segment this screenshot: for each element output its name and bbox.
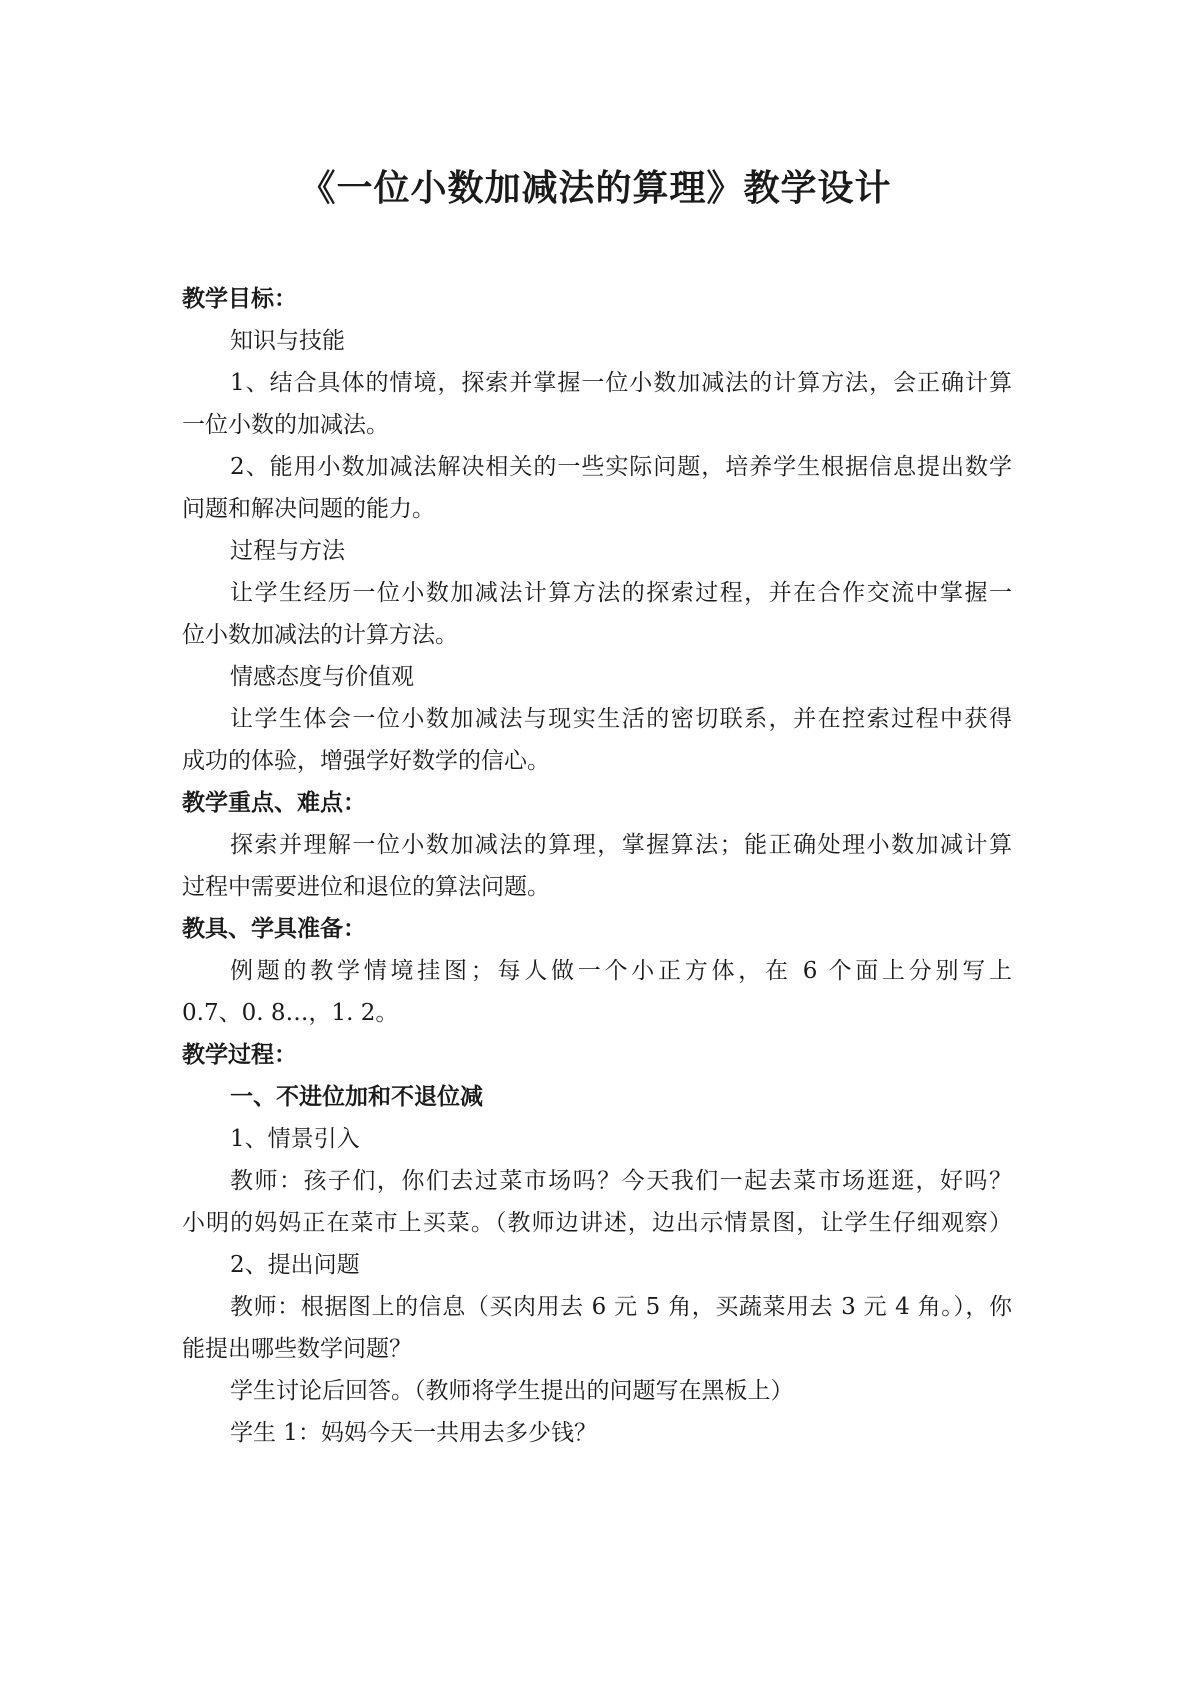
paragraph-line: 让学生经历一位小数加减法计算方法的探索过程，并在合作交流中掌握一 [230, 580, 1012, 606]
heading-teaching-process: 教学过程： [182, 1041, 297, 1068]
subheading-scene-intro: 1、情景引入 [230, 1126, 360, 1152]
document-body [182, 278, 1012, 1454]
paragraph-line: 1、结合具体的情境，探索并掌握一位小数加减法的计算方法，会正确计算 [230, 370, 1012, 396]
paragraph-line: 成功的体验，增强学好数学的信心。 [182, 748, 550, 774]
paragraph-line: 例题的教学情境挂图；每人做一个小正方体，在 6 个面上分别写上 [230, 958, 1012, 984]
subheading-section-one: 一、不进位加和不退位减 [230, 1083, 483, 1110]
paragraph-line: 学生讨论后回答。（教师将学生提出的问题写在黑板上） [230, 1378, 794, 1404]
paragraph-line: 让学生体会一位小数加减法与现实生活的密切联系，并在控索过程中获得 [230, 706, 1012, 732]
paragraph-line: 位小数加减法的计算方法。 [182, 622, 458, 648]
paragraph-line: 学生 1：妈妈今天一共用去多少钱？ [230, 1420, 597, 1446]
subheading-process-method: 过程与方法 [230, 538, 345, 564]
subheading-ask-questions: 2、提出问题 [230, 1252, 360, 1278]
paragraph-line: 教师：根据图上的信息（买肉用去 6 元 5 角，买蔬菜用去 3 元 4 角。），你 [230, 1294, 1012, 1320]
heading-teaching-aids: 教具、学具准备： [182, 915, 366, 942]
heading-teaching-objectives: 教学目标： [182, 285, 297, 312]
subheading-attitude-values: 情感态度与价值观 [230, 664, 414, 690]
paragraph-line: 问题和解决问题的能力。 [182, 496, 435, 522]
paragraph-line: 过程中需要进位和退位的算法问题。 [182, 874, 550, 900]
document-title: 《一位小数加减法的算理》教学设计 [299, 167, 892, 209]
paragraph-line: 能提出哪些数学问题？ [182, 1336, 412, 1362]
subheading-knowledge-skills: 知识与技能 [230, 328, 345, 354]
heading-key-points: 教学重点、难点： [182, 789, 366, 816]
paragraph-line: 2、能用小数加减法解决相关的一些实际问题，培养学生根据信息提出数学 [230, 454, 1012, 480]
paragraph-line: 一位小数的加减法。 [182, 412, 389, 438]
paragraph-line: 0.7、0. 8…，1. 2。 [182, 1000, 399, 1026]
paragraph-line: 教师：孩子们，你们去过菜市场吗？今天我们一起去菜市场逛逛，好吗？ [230, 1168, 1012, 1194]
paragraph-line: 小明的妈妈正在菜市上买菜。（教师边讲述，边出示情景图，让学生仔细观察） [182, 1210, 1012, 1236]
paragraph-line: 探索并理解一位小数加减法的算理，掌握算法；能正确处理小数加减计算 [230, 832, 1012, 858]
